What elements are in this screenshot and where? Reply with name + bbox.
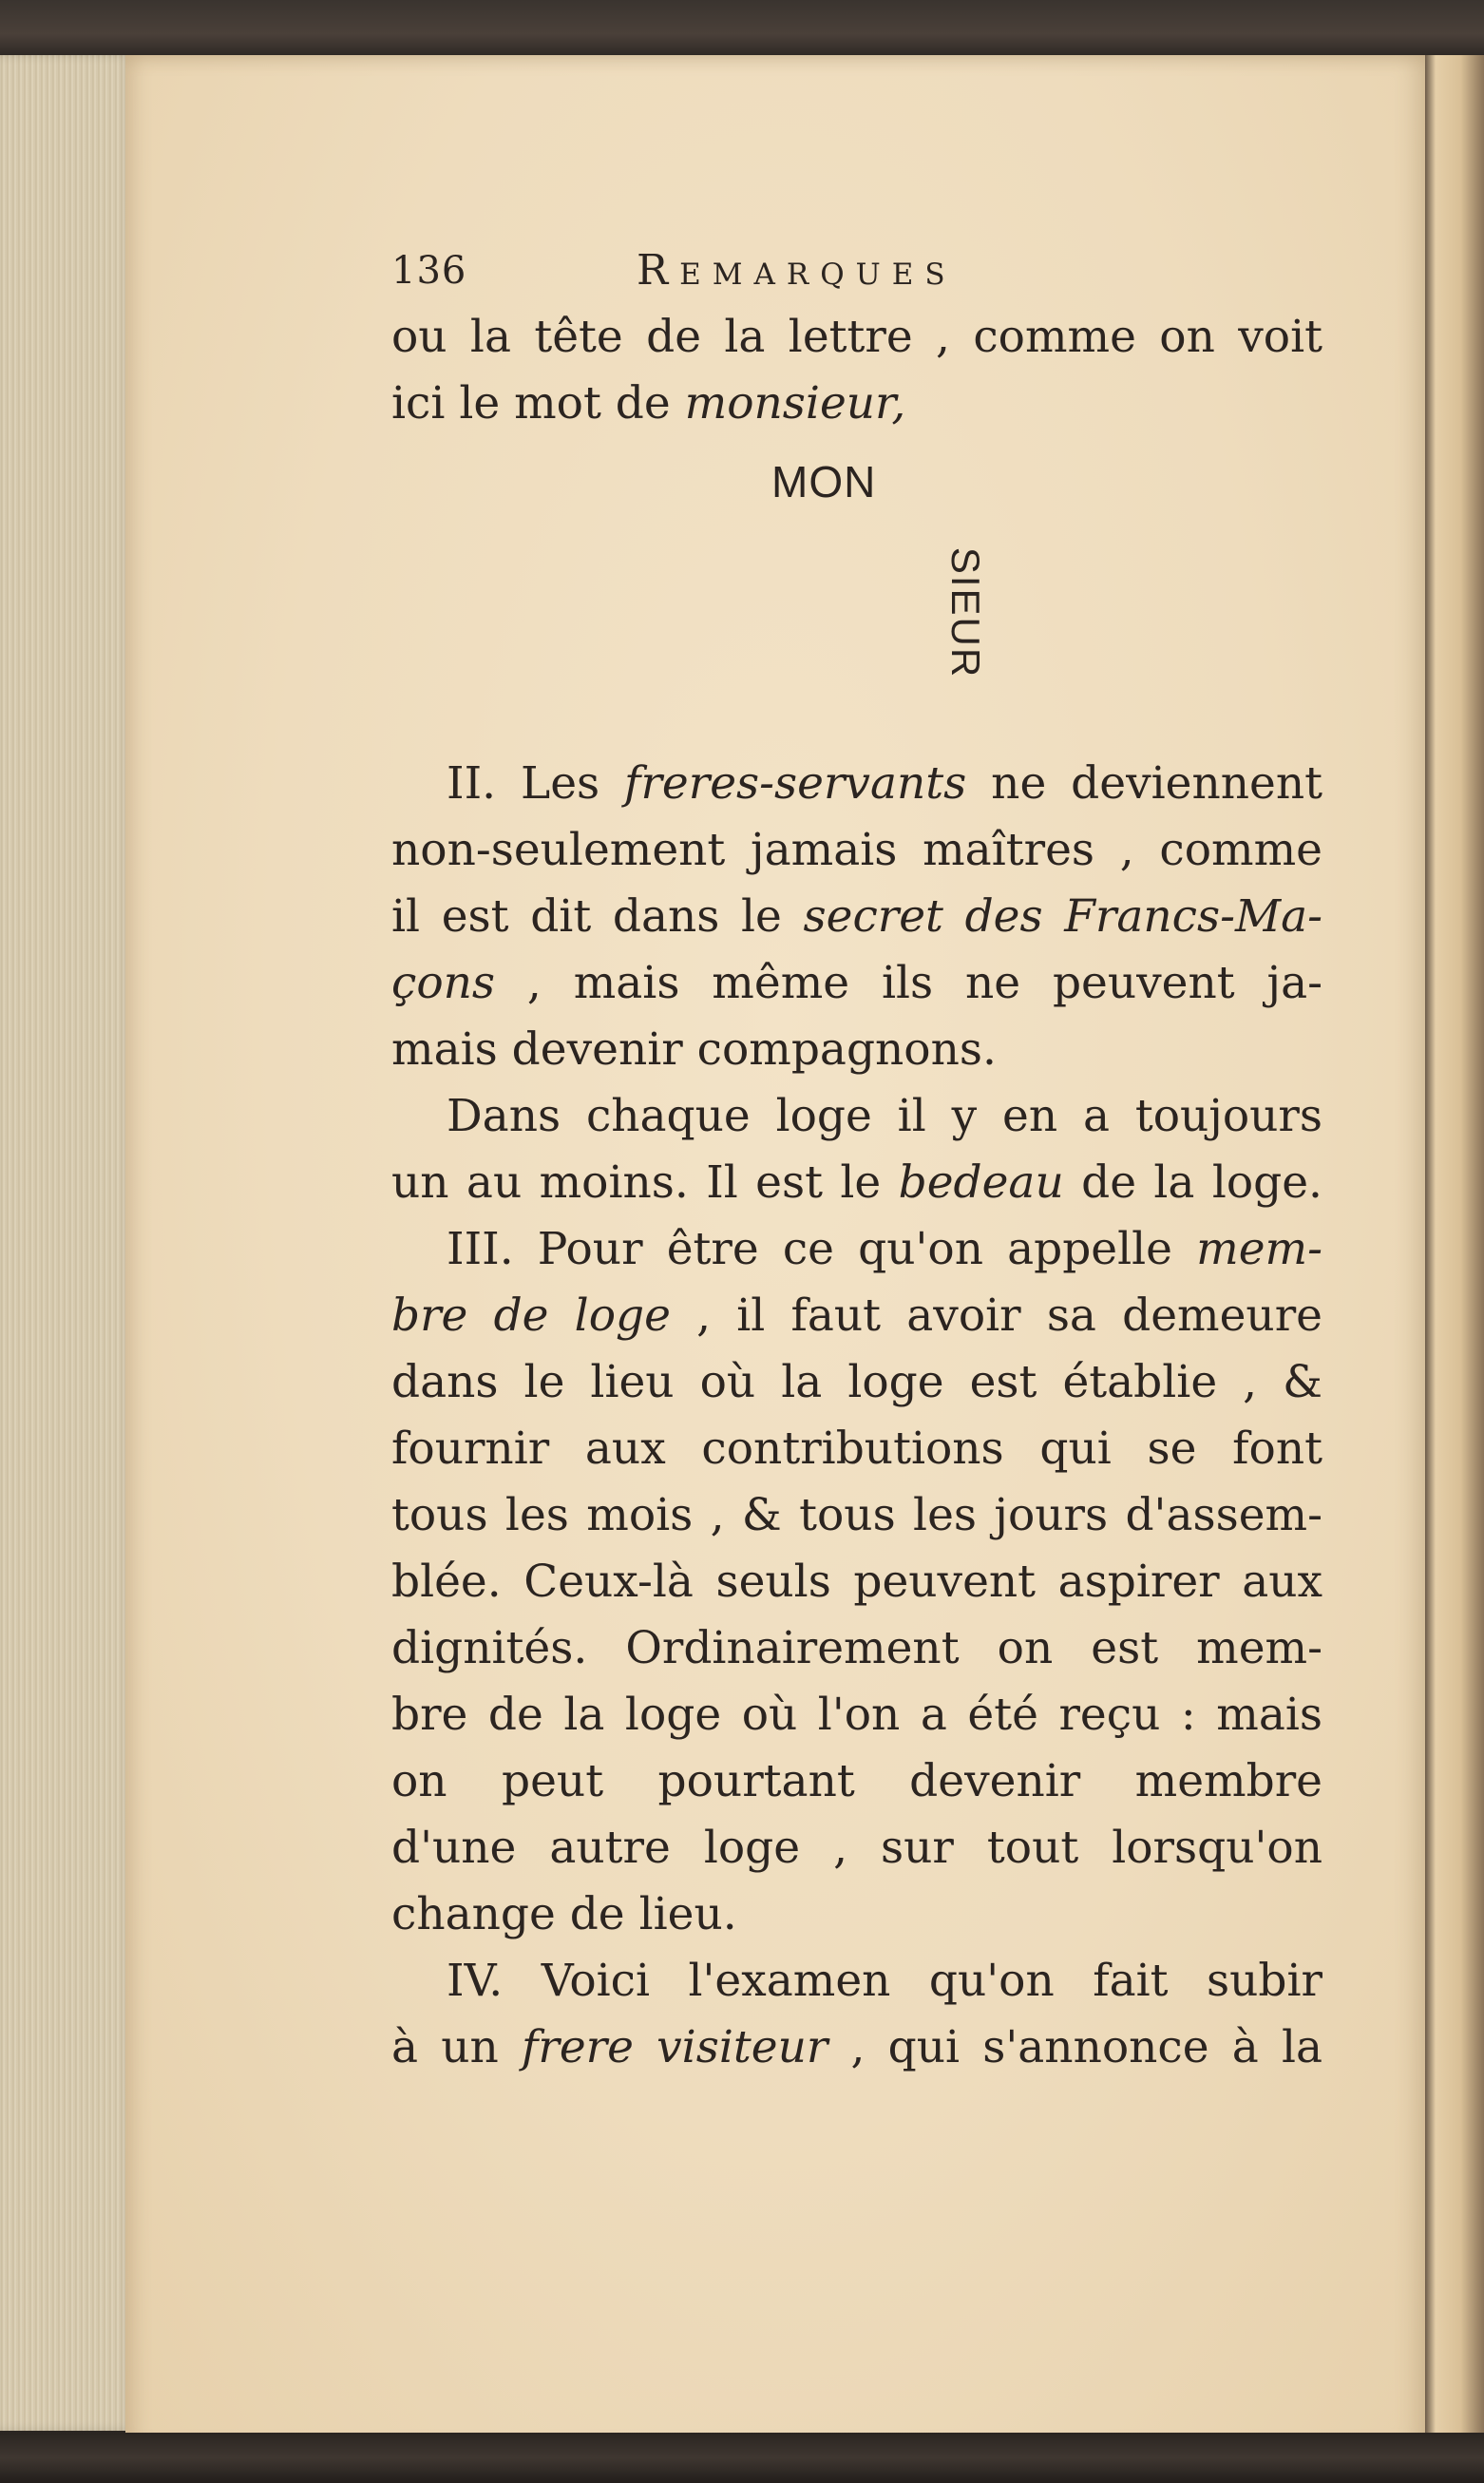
page-right-edge	[1425, 55, 1484, 2450]
text-line: dans le lieu où la loge est établie , &	[391, 1356, 1322, 1408]
text-line	[391, 1150, 1322, 1216]
text-line	[391, 1216, 1322, 1283]
italic-run: frere visiteur	[521, 2021, 828, 2073]
text-run: à un	[391, 2021, 522, 2073]
binding-bottom	[0, 2433, 1484, 2483]
italic-run: çons	[391, 957, 496, 1009]
text-run: il est dit dans le	[391, 890, 804, 943]
text-line	[391, 1283, 1322, 1349]
page-number: 136	[391, 249, 467, 293]
text-line: tous les mois , & tous les jours d'assem-	[391, 1489, 1322, 1541]
text-run: II. Les	[447, 757, 625, 810]
figure-mon: MON	[771, 457, 877, 506]
italic-run: monsieur,	[684, 377, 906, 430]
text-line: Dans chaque loge il y en a toujours	[447, 1090, 1322, 1142]
monsieur-figure	[391, 437, 1322, 722]
text-run: , il faut avoir sa demeure	[670, 1289, 1322, 1342]
italic-run: bre de loge	[391, 1289, 671, 1342]
page-header	[391, 238, 1322, 304]
italic-run: secret des Francs-Ma-	[803, 890, 1322, 943]
text-line: dignités. Ordinairement on est mem-	[391, 1622, 1322, 1674]
italic-run: freres-servants	[624, 757, 967, 810]
binding-top	[0, 0, 1484, 57]
running-head: Remarques	[637, 246, 957, 295]
text-line	[391, 371, 1322, 437]
text-line	[391, 751, 1322, 817]
text-run: , qui s'annonce à la	[828, 2021, 1323, 2073]
text-line: non-seulement jamais maîtres , comme	[391, 824, 1322, 876]
page-edges	[0, 55, 133, 2431]
text-line	[391, 884, 1322, 950]
italic-run: mem-	[1196, 1223, 1322, 1275]
text-line: bre de la loge où l'on a été reçu : mais	[391, 1689, 1322, 1741]
text-run: III. Pour être ce qu'on appelle	[447, 1223, 1197, 1275]
text-run: ne deviennent	[966, 757, 1322, 810]
text-line: IV. Voici l'examen qu'on fait subir	[447, 1955, 1322, 2007]
text-line: ou la tête de la lettre , comme on voit	[391, 311, 1322, 363]
text-line	[391, 2015, 1322, 2081]
text-run: de la loge.	[1063, 1156, 1322, 1209]
text-line: change de lieu.	[391, 1888, 737, 1940]
text-run: ici le mot de	[391, 377, 685, 430]
text-line: blée. Ceux-là seuls peuvent aspirer aux	[391, 1556, 1322, 1608]
text-line: d'une autre loge , sur tout lorsqu'on	[391, 1822, 1322, 1874]
text-line: mais devenir compagnons.	[391, 1023, 997, 1076]
italic-run: bedeau	[898, 1156, 1064, 1209]
text-run: , mais même ils ne peuvent ja-	[495, 957, 1322, 1009]
figure-sieur: SIEUR	[943, 546, 989, 679]
text-line	[391, 950, 1322, 1017]
text-run: un au moins. Il est le	[391, 1156, 899, 1209]
text-line: fournir aux contributions qui se font	[391, 1423, 1322, 1475]
page-text	[391, 238, 1322, 2081]
text-line: on peut pourtant devenir membre	[391, 1755, 1322, 1807]
